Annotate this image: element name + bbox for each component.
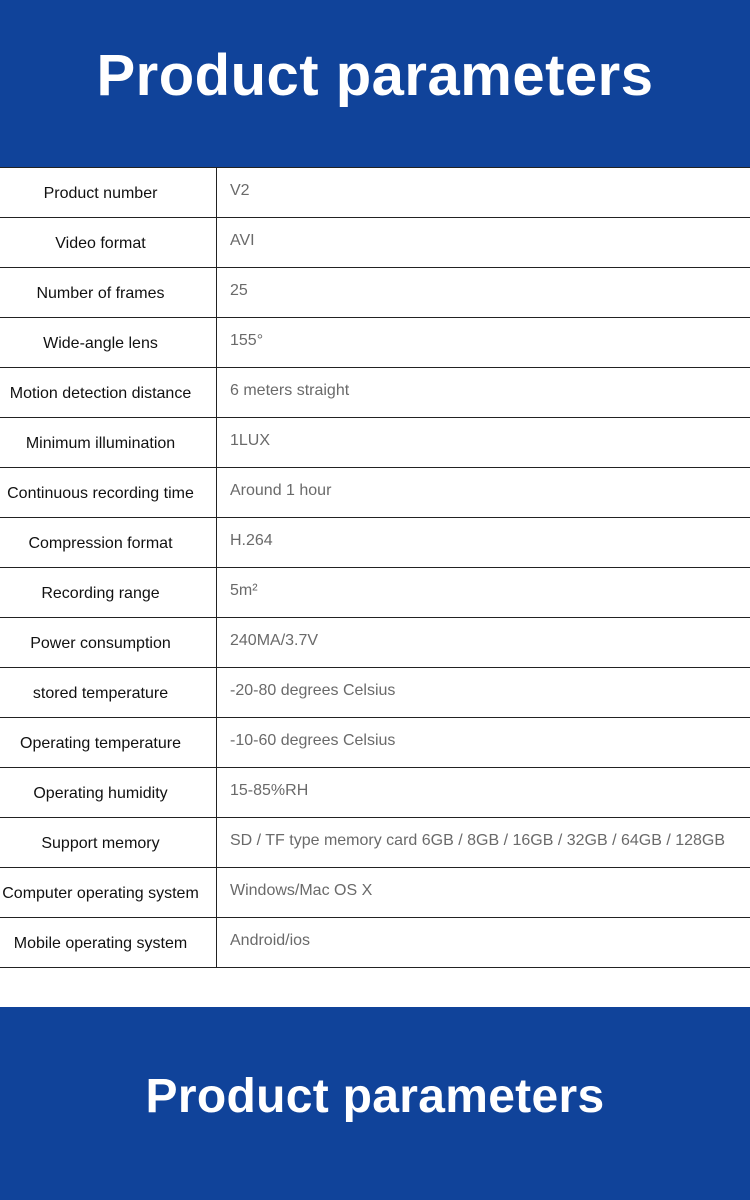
header-banner bbox=[0, 0, 750, 167]
spec-value: SD / TF type memory card 6GB / 8GB / 16GB / 32GB / 64GB / 128GB bbox=[230, 831, 726, 849]
table-row bbox=[0, 368, 750, 418]
table-row bbox=[0, 718, 750, 768]
spec-table bbox=[0, 167, 750, 968]
spec-value: -20-80 degrees Celsius bbox=[230, 681, 396, 699]
table-row bbox=[0, 518, 750, 568]
spec-label: Mobile operating system bbox=[0, 918, 217, 967]
spec-label: Operating temperature bbox=[0, 718, 217, 767]
spec-label: Computer operating system bbox=[0, 868, 217, 917]
table-row bbox=[0, 618, 750, 668]
table-row bbox=[0, 318, 750, 368]
spec-label: Product number bbox=[0, 168, 217, 217]
table-row bbox=[0, 468, 750, 518]
table-row bbox=[0, 568, 750, 618]
spec-value: AVI bbox=[230, 231, 255, 249]
spec-value: 6 meters straight bbox=[230, 381, 350, 399]
table-row bbox=[0, 218, 750, 268]
spec-value: -10-60 degrees Celsius bbox=[230, 731, 396, 749]
table-row bbox=[0, 668, 750, 718]
spec-value: 1LUX bbox=[230, 431, 271, 449]
table-row bbox=[0, 268, 750, 318]
table-row bbox=[0, 168, 750, 218]
spec-label: Wide-angle lens bbox=[0, 318, 217, 367]
spec-value: Around 1 hour bbox=[230, 481, 332, 499]
spec-label: Number of frames bbox=[0, 268, 217, 317]
table-row bbox=[0, 818, 750, 868]
spec-label: Motion detection distance bbox=[0, 368, 217, 417]
spec-value: H.264 bbox=[230, 531, 273, 549]
spec-label: Continuous recording time bbox=[0, 468, 217, 517]
spec-label: Power consumption bbox=[0, 618, 217, 667]
spec-label: Video format bbox=[0, 218, 217, 267]
page-title: Product parameters bbox=[96, 43, 654, 108]
spec-label: Compression format bbox=[0, 518, 217, 567]
spec-label: stored temperature bbox=[0, 668, 217, 717]
table-row bbox=[0, 868, 750, 918]
spec-value: 240MA/3.7V bbox=[230, 631, 319, 649]
spec-value: 15-85%RH bbox=[230, 781, 309, 799]
spec-value: 25 bbox=[230, 281, 248, 299]
spec-label: Support memory bbox=[0, 818, 217, 867]
footer-banner bbox=[0, 1007, 750, 1200]
spec-value: Windows/Mac OS X bbox=[230, 881, 373, 899]
table-row bbox=[0, 418, 750, 468]
spec-label: Recording range bbox=[0, 568, 217, 617]
table-row bbox=[0, 768, 750, 818]
spec-value: V2 bbox=[230, 181, 250, 199]
spec-value: 155° bbox=[230, 331, 264, 349]
section-title: Product parameters bbox=[145, 1070, 605, 1123]
spec-label: Operating humidity bbox=[0, 768, 217, 817]
table-row bbox=[0, 918, 750, 968]
spec-value: Android/ios bbox=[230, 931, 311, 949]
spec-value: 5m² bbox=[230, 581, 258, 599]
spec-label: Minimum illumination bbox=[0, 418, 217, 467]
